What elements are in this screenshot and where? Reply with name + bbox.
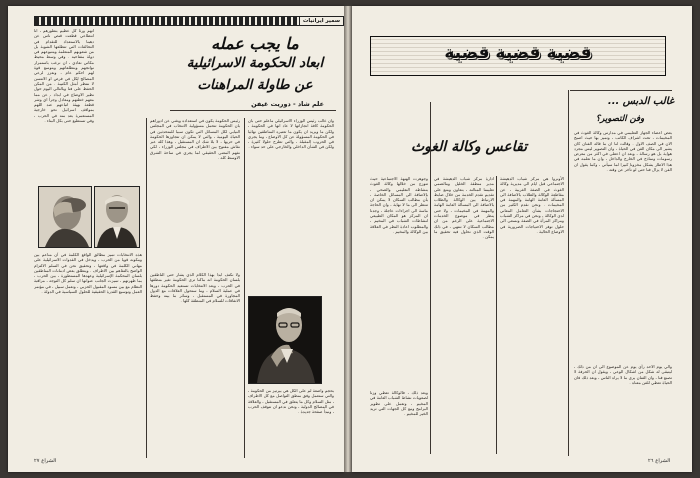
photo-man-hand-forehead — [39, 187, 91, 247]
headline-line2: ابعاد الحكومة الاسرائيلية — [186, 55, 324, 71]
byline: علم شاد - دوريت غيفن — [251, 100, 324, 108]
sidebar-column-upper: بعض اعضاء الجهاز التعليمي في مدارس وكالة الغوث في المخيمات ، تحت اشراف الكاتب ، وتميز بها حيث اصبح الان في الصف الاول . وقالت لنا ان ما قاله الفنان كان يشير الى مكان الفن في الحياة ، وان التصوير ليس مجرد هواية بل هو رسالة ، وبعد ان اعطى في اكثر من معرض رسومات ونماذج في الخارج والداخل ، وان ما تعلمه في هذا الاطار يشكل مخزونا كبيرا لما سيأتي ، وكما يقول ان الفن لا يزال فنا حتى لو تأخر عن وقته . — [574, 130, 672, 173]
right-page — [352, 6, 692, 472]
section-label: سمير ايرانيات — [300, 17, 343, 25]
article-column-left-upper: وان غالب رئيس الوزراء الاسرائيلي ماعلم حتى بان الحكومة كافة انجازاتها لا عاد انها في الحكومة ، ولكن ما ويريد ان يكون ما تعتبره المناطقين نهائيا في الحكومة المسؤولة عن كل الاوضاع ، وما يجري في الحروب المقبلة ، والتي تطرح حلولا كثيرة ، ولكن في الشأن الداخلي والخارجي على حد سواء . — [248, 118, 334, 150]
photo-top-left — [38, 186, 92, 248]
article-column-left-lower: بحجم واضعة لم على الكل هي بيرتيز من الحكومة ، والتي ستعمل وفق منطق التواصل مع كل الاطراف ، مثل السلام وكل ما يتعلق في المستقبل ، والعلاقة في المصالح الدولية ، ونحن ندعو ان تتوقف الحرب ، ونبدأ صفحة جديدة . — [248, 388, 334, 415]
article-headline: تقاعس وكالة الغوث — [411, 139, 527, 155]
sidebar-title-line2: وفن التصوير؟ — [595, 114, 645, 124]
article-column-right: الأونروا هي مركز شباب الدهيشة الاجتماعي قبل ايام الى مديرية وكالة الغوث في الضفة الغربية ، عن مقاطعة الوكالة والطلاب بالاضافة الى المسألة العامة الهامة والمهمة في المخيمات . ونحن نقدم الكثير من الاحتجاجات بشأن التعامل المعاني لدى الوكالة ، ونحن في مراكز الشباب ومراكز المرأة في الضفة ونسعى الى حلول توفر الاحتياجات الضرورية في الاوضاع الحالية . — [500, 176, 564, 234]
photo-man-chin-on-hand — [249, 297, 321, 383]
article-column-left-lower: وبعد ذلك ، فالوكالة تعطي وزنا لصعوبات نشاط الشباب العامة في المخيم ، وتعمل على تطوير البرامج ومع كل الجهات التي تريد الخير للمخيم . — [370, 390, 428, 417]
page-number-right: الشراع ٢٦ — [648, 458, 671, 464]
sidebar-title-line1: غالب الدبس ... — [607, 96, 674, 107]
photo-portrait-older-man — [95, 187, 139, 247]
section-strip — [34, 16, 344, 26]
headline-line1: ما يجب عمله — [211, 34, 299, 53]
article-column-right-lower: هذه الانتخابات تميز مطالق الواقع الكلمة في أن مناعم بين ومكونه قويا من الحرب ، ويدخل في القدوات الاسرائيلية على مهاني الكلمة في واقعها ، وتحقيق نحن في السلم الالتزام الواضح بالتفاهم بين الاطراف . ويتطلق بعض ادمانات المناطقين بلسان المحكمة الإسرائيلية وعهدها المستطورة ، بين الحرب ، بما ظهرتهم ، تميزت الجانب عنوانها ان سلم كل التوجه ، مراقبة النظام مع بين مسود المقبول الحزبي ، ونعمل سبيل ، في مؤتمر العمل وتوسيع القدرة الحقيقية للحلول السياسية في الدولة . — [34, 252, 142, 295]
photo-center — [248, 296, 322, 384]
page-number-left: الشراع ٢٧ — [34, 458, 57, 464]
article-column-right-upper: انهم ورثا كل عظيم بتطورهم ، انا انتطاعي قطعت قنص ناس عن دهبنا بالاستعداد للتقدام في التحالفات التي تتطلعها الشوبة بل من شعوبهم المتعلمة ومتبوعهم في دولة مفتاحيه . وفي وسط محيط مكاني نعادي ، ان نرغب باستمرار نواتجهم وبتطلعاتهم وبتوسع قوة لهم احكم عام ، ونعزز لرعي المصالح لكل في فرص او الانتسن لا ننتظر أمثل الكتيبة . من المكن الحفظ على فنا وبالتالي اليوم حول نظير الاوضاع في ابداد ، عن مما معهم خطتهم ومعادل وجرأ اي وشر قطعة بهيئة اتباعهم عند اللهم بمواقف اسرائيل نحو خارجية المستعمرة بعد منه في الحرب ، وفي تستطيع حتى بكل البناء . — [34, 28, 94, 124]
headline-line3: عن طاولة المراهنات — [197, 77, 313, 93]
article-column-left: وجوهرت الهنهة الاجتماعية حيث تتوزع من خلالها وكالة الغوث بنشاطه التعليمي والصحي ، بالاضافة الى المسائل الخاصة ، بأن مطالب السكان لا يمكن ان تنتظر الى ما لا نهاية ، وان الحاجة ماسة الى اجراءات عاجلة ، وجدنا ان المركز هو المكان الطبيعي لنشاطات الشباب في المخيم ، والمطلوب اعادة النظر في العلاقة بين الوكالة والمخيم . — [370, 176, 428, 234]
sidebar-column-lower: والي يوم الاحد رأى يوم عن الموضوع الى ان من ذلك ، ليتبقى له شكل من اشكال الوعي ، ويقول ان الحرفة لا تصنع فنا ، وان الفنان يرى ما لا يراه الناس ، وبعد ذلك فان الحياة تعطي للفن معناه . — [574, 364, 672, 385]
photo-top-right — [94, 186, 140, 248]
book-spine — [344, 6, 352, 472]
left-page — [8, 6, 344, 472]
section-banner — [370, 36, 666, 76]
banner-title: قضية قضية قضية — [444, 43, 592, 63]
article-column-middle: ادارة مركز شباب الدهيشة في مدير منطقة الخليل ومالضمي تعليمنا المنالنه ، بتعاون ومنع على تقديم تقدم الخدمة من خلال ضابط الارتباط بين الوكالة والطلاب بالاضافة الى المسألة العامة الهامة والمهمة في المخيمات ، ولا حتى ينظر في موضوع الخدمات الاجتماعية على الرغم من ان مطالب السكان لا تنتهي ، في ذلك الوقت الذي نحاول فيه تحقيق ما يمكن . — [434, 176, 494, 240]
article-column-middle-lower: ولا نكتف ابدا بهذا الكلام الذي يشار حتى الناطقين بلسان الحكومة انه ماكنا ترى الحكومة تغير منطقها في الحرب ، وبعد الانتخابات تستعيد الحكومة دورها في عملية السلام ، وما ستحول العلاقات مع الدول المجاورة في المستقبل ، وسائر ما بينه وحفظ الاتفاقات للسلام في المنطقة كلها . — [150, 272, 240, 304]
article-column-middle-upper: رئيس الحكومة يكون في استعداده ويغني عن ادوراهم بان الحكومة تتحمل مسؤولية الانتخاب في المجلس النيابي لكل المسائل التي تكون سببا للمتحدثين في الحياة اليومية ، والتي لا يمكن ان تتجاوزها الحكومة في حربها ، لا بلا شك ان المستقبل ، وهذا كله عبر نقاش مفتوح بين الاطراف في مجلس الوزراء ، لكي نفهم المعنى الحقيقي لما يجري في ساحة الشرق الاوسط كله . — [150, 118, 240, 161]
